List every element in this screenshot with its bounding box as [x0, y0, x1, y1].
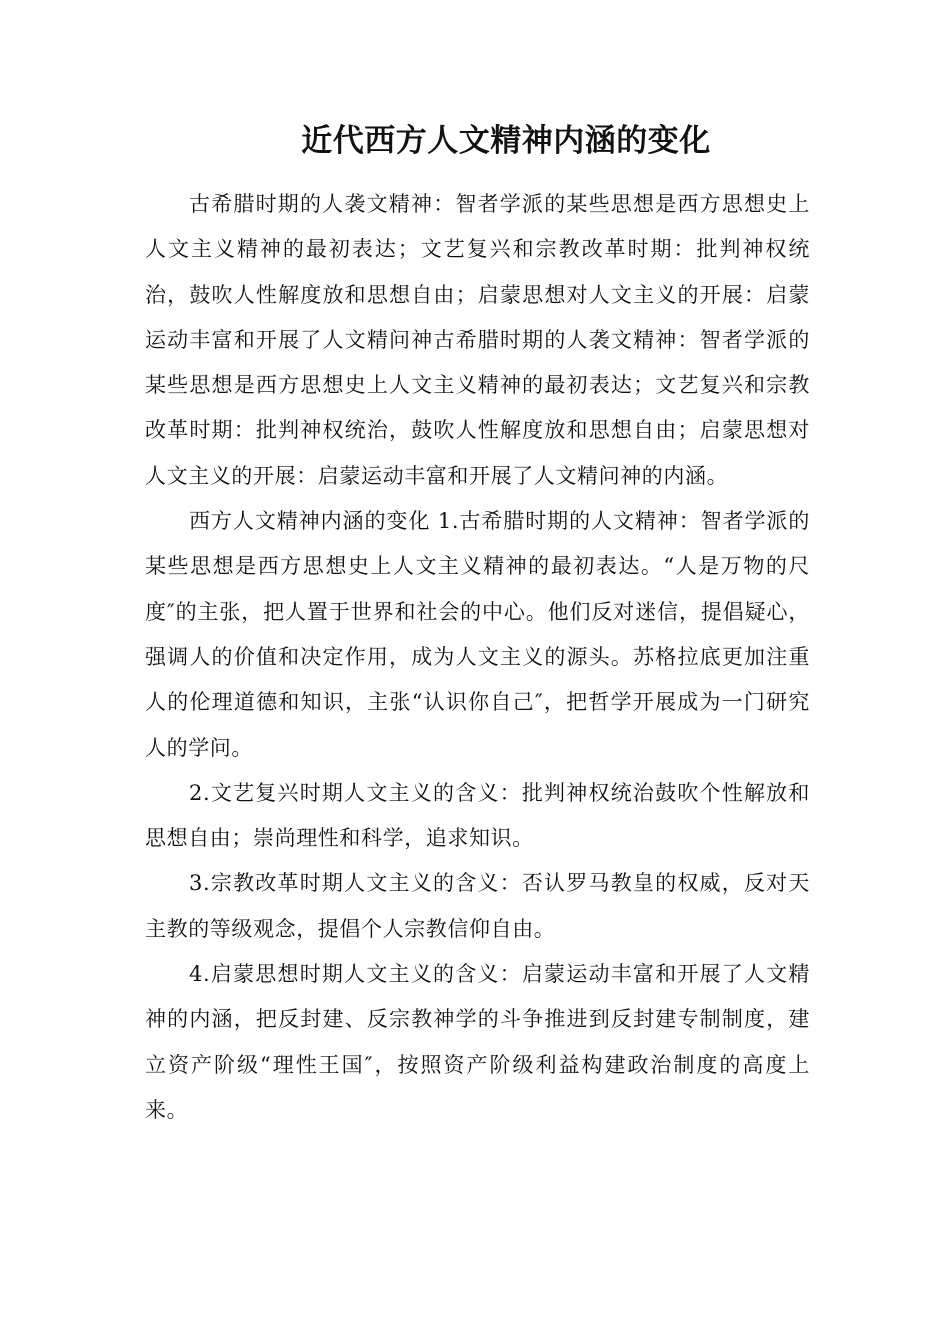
- document-body: [145, 182, 810, 1133]
- paragraph-intro: 古希腊时期的人袭文精神：智者学派的某些思想是西方思想史上人文主义精神的最初表达；文艺复兴和宗教改革时期：批判神权统治，鼓吹人性解度放和思想自由；启蒙思想对人文主义的开展：启蒙运动丰富和开展了人文精问神古希腊时期的人袭文精神：智者学派的某些思想是西方思想史上人文主义精神的最初表达；文艺复兴和宗教改革时期：批判神权统治，鼓吹人性解度放和思想自由；启蒙思想对人文主义的开展：启蒙运动丰富和开展了人文精问神的内涵。: [145, 192, 810, 488]
- paragraph-enlightenment: 4.启蒙思想时期人文主义的含义：启蒙运动丰富和开展了人文精神的内涵，把反封建、反宗教神学的斗争推进到反封建专制制度，建立资产阶级“理性王国″，按照资产阶级利益构建政治制度的高度上来。: [145, 962, 810, 1122]
- paragraph-reformation: 3.宗教改革时期人文主义的含义：否认罗马教皇的权威，反对天主教的等级观念，提倡个人宗教信仰自由。: [145, 871, 810, 941]
- paragraph-ancient-greece: 西方人文精神内涵的变化 1.古希腊时期的人文精神：智者学派的某些思想是西方思想史上人文主义精神的最初表达。“人是万物的尺度″的主张，把人置于世界和社会的中心。他们反对迷信，提倡疑心，强调人的价值和决定作用，成为人文主义的源头。苏格拉底更加注重人的伦理道德和知识，主张“认识你自己″，把哲学开展成为一门研究人的学问。: [145, 509, 810, 760]
- paragraph-renaissance: 2.文艺复兴时期人文主义的含义：批判神权统治鼓吹个性解放和思想自由；崇尚理性和科学，追求知识。: [145, 780, 810, 851]
- document-title: 近代西方人文精神内涵的变化: [301, 123, 711, 159]
